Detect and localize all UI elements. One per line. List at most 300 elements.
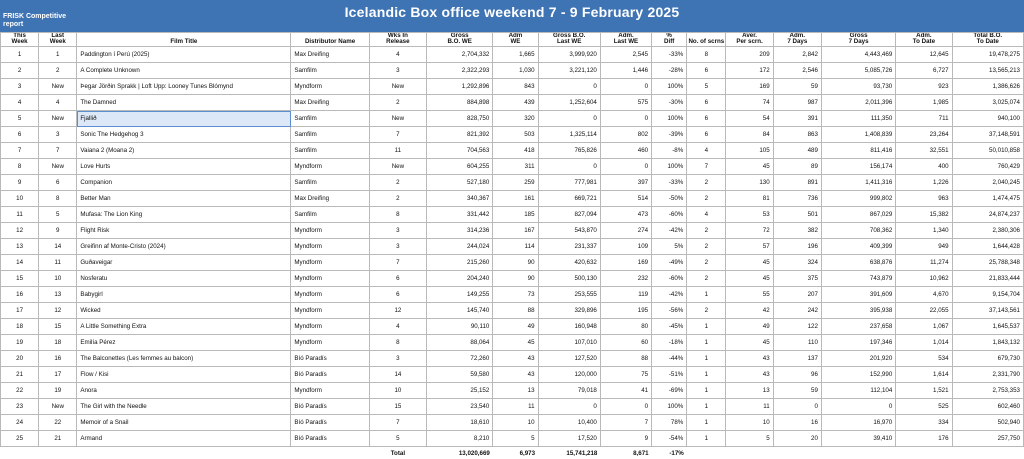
table-cell[interactable]: 45: [726, 159, 773, 175]
table-cell[interactable]: 105: [726, 143, 773, 159]
table-cell[interactable]: 32,551: [896, 143, 952, 159]
table-cell[interactable]: 6: [39, 175, 77, 191]
table-cell[interactable]: 502,940: [952, 415, 1023, 431]
table-cell[interactable]: 2: [369, 95, 426, 111]
table-cell[interactable]: 2,011,396: [821, 95, 895, 111]
table-cell[interactable]: 16: [39, 351, 77, 367]
table-cell[interactable]: 23,264: [896, 127, 952, 143]
table-cell[interactable]: 17,520: [538, 431, 600, 447]
table-cell[interactable]: 169: [600, 255, 651, 271]
table-cell[interactable]: 185: [493, 207, 538, 223]
table-cell[interactable]: New: [369, 79, 426, 95]
table-cell[interactable]: 55: [726, 287, 773, 303]
table-cell[interactable]: New: [39, 159, 77, 175]
table-cell[interactable]: 16: [1, 287, 39, 303]
table-cell[interactable]: Bíó Paradís: [291, 399, 369, 415]
table-cell[interactable]: 8: [39, 191, 77, 207]
film-title-cell[interactable]: Sonic The Hedgehog 3: [77, 127, 291, 143]
table-cell[interactable]: 45: [493, 335, 538, 351]
table-cell[interactable]: 161: [493, 191, 538, 207]
table-cell[interactable]: 60: [600, 335, 651, 351]
table-cell[interactable]: 114: [493, 239, 538, 255]
table-cell[interactable]: 21: [39, 431, 77, 447]
table-cell[interactable]: 543,870: [538, 223, 600, 239]
table-cell[interactable]: -33%: [652, 175, 687, 191]
table-cell[interactable]: 602,460: [952, 399, 1023, 415]
table-cell[interactable]: 1,014: [896, 335, 952, 351]
table-cell[interactable]: 638,876: [821, 255, 895, 271]
table-cell[interactable]: 1,325,114: [538, 127, 600, 143]
table-cell[interactable]: 41: [600, 383, 651, 399]
table-cell[interactable]: 760,429: [952, 159, 1023, 175]
table-cell[interactable]: 242: [773, 303, 821, 319]
column-header[interactable]: [1, 33, 39, 47]
table-cell[interactable]: 8: [369, 335, 426, 351]
table-cell[interactable]: 100%: [652, 79, 687, 95]
table-cell[interactable]: 743,879: [821, 271, 895, 287]
column-header[interactable]: [726, 33, 773, 47]
table-cell[interactable]: 43: [726, 367, 773, 383]
table-cell[interactable]: 109: [600, 239, 651, 255]
table-cell[interactable]: Max Dreifing: [291, 47, 369, 63]
table-cell[interactable]: 1: [687, 287, 726, 303]
table-cell[interactable]: 145,740: [427, 303, 493, 319]
table-cell[interactable]: 12: [369, 303, 426, 319]
table-cell[interactable]: 53: [726, 207, 773, 223]
table-cell[interactable]: 10: [39, 271, 77, 287]
table-cell[interactable]: 79,018: [538, 383, 600, 399]
table-cell[interactable]: 19: [1, 335, 39, 351]
table-cell[interactable]: 43: [493, 367, 538, 383]
table-cell[interactable]: 201,920: [821, 351, 895, 367]
table-cell[interactable]: -30%: [652, 95, 687, 111]
film-title-cell[interactable]: The Girl with the Needle: [77, 399, 291, 415]
table-cell[interactable]: 90: [493, 255, 538, 271]
column-header[interactable]: [687, 33, 726, 47]
table-cell[interactable]: 0: [600, 399, 651, 415]
table-cell[interactable]: 45: [726, 335, 773, 351]
table-cell[interactable]: 0: [600, 79, 651, 95]
table-cell[interactable]: Bíó Paradís: [291, 431, 369, 447]
film-title-cell[interactable]: Babygirl: [77, 287, 291, 303]
table-cell[interactable]: 195: [600, 303, 651, 319]
table-cell[interactable]: 1: [687, 431, 726, 447]
table-cell[interactable]: 2,546: [773, 63, 821, 79]
table-cell[interactable]: 2: [1, 63, 39, 79]
table-cell[interactable]: 527,180: [427, 175, 493, 191]
table-cell[interactable]: 669,721: [538, 191, 600, 207]
table-cell[interactable]: 9: [39, 223, 77, 239]
table-cell[interactable]: 1,030: [493, 63, 538, 79]
table-cell[interactable]: 88,064: [427, 335, 493, 351]
table-cell[interactable]: 500,130: [538, 271, 600, 287]
table-cell[interactable]: 1,292,896: [427, 79, 493, 95]
table-cell[interactable]: 232: [600, 271, 651, 287]
table-cell[interactable]: -8%: [652, 143, 687, 159]
table-cell[interactable]: Myndform: [291, 319, 369, 335]
table-cell[interactable]: 9: [600, 431, 651, 447]
table-cell[interactable]: 78%: [652, 415, 687, 431]
table-cell[interactable]: 5%: [652, 239, 687, 255]
column-header[interactable]: [952, 33, 1023, 47]
table-cell[interactable]: 1,446: [600, 63, 651, 79]
table-cell[interactable]: 2: [687, 255, 726, 271]
film-title-cell[interactable]: Mufasa: The Lion King: [77, 207, 291, 223]
table-cell[interactable]: 49: [726, 319, 773, 335]
table-cell[interactable]: 22: [39, 415, 77, 431]
table-cell[interactable]: 765,826: [538, 143, 600, 159]
film-title-cell[interactable]: Memoir of a Snail: [77, 415, 291, 431]
table-cell[interactable]: New: [39, 111, 77, 127]
table-cell[interactable]: 418: [493, 143, 538, 159]
table-cell[interactable]: 1,408,839: [821, 127, 895, 143]
table-cell[interactable]: 84: [726, 127, 773, 143]
table-cell[interactable]: Samfilm: [291, 175, 369, 191]
table-cell[interactable]: 534: [896, 351, 952, 367]
table-cell[interactable]: 7: [369, 127, 426, 143]
table-cell[interactable]: 81: [726, 191, 773, 207]
table-cell[interactable]: 16: [773, 415, 821, 431]
table-cell[interactable]: 107,010: [538, 335, 600, 351]
table-cell[interactable]: 3,999,920: [538, 47, 600, 63]
table-cell[interactable]: 197,346: [821, 335, 895, 351]
column-header[interactable]: [773, 33, 821, 47]
table-cell[interactable]: 3,025,074: [952, 95, 1023, 111]
table-cell[interactable]: Samfilm: [291, 127, 369, 143]
table-cell[interactable]: 1,521: [896, 383, 952, 399]
table-cell[interactable]: 8,210: [427, 431, 493, 447]
table-cell[interactable]: Samfilm: [291, 111, 369, 127]
table-cell[interactable]: 6: [369, 271, 426, 287]
table-cell[interactable]: 3: [369, 239, 426, 255]
table-cell[interactable]: 42: [726, 303, 773, 319]
table-cell[interactable]: 5,085,726: [821, 63, 895, 79]
table-cell[interactable]: 884,898: [427, 95, 493, 111]
table-cell[interactable]: New: [369, 159, 426, 175]
table-cell[interactable]: 324: [773, 255, 821, 271]
table-cell[interactable]: 45: [726, 271, 773, 287]
table-cell[interactable]: 525: [896, 399, 952, 415]
table-cell[interactable]: 1: [687, 399, 726, 415]
table-cell[interactable]: 39,410: [821, 431, 895, 447]
table-cell[interactable]: 25,152: [427, 383, 493, 399]
table-cell[interactable]: 2,704,332: [427, 47, 493, 63]
film-title-cell[interactable]: Anora: [77, 383, 291, 399]
table-cell[interactable]: 400: [896, 159, 952, 175]
table-cell[interactable]: 391: [773, 111, 821, 127]
table-cell[interactable]: 2,331,790: [952, 367, 1023, 383]
column-header[interactable]: [427, 33, 493, 47]
table-cell[interactable]: 863: [773, 127, 821, 143]
table-cell[interactable]: 176: [896, 431, 952, 447]
table-cell[interactable]: New: [369, 111, 426, 127]
table-cell[interactable]: 311: [493, 159, 538, 175]
table-cell[interactable]: 23: [1, 399, 39, 415]
table-cell[interactable]: -60%: [652, 271, 687, 287]
table-cell[interactable]: 1,985: [896, 95, 952, 111]
table-cell[interactable]: 514: [600, 191, 651, 207]
table-cell[interactable]: 397: [600, 175, 651, 191]
table-cell[interactable]: 10,962: [896, 271, 952, 287]
table-cell[interactable]: 0: [600, 111, 651, 127]
table-cell[interactable]: 5: [687, 79, 726, 95]
table-cell[interactable]: Samfilm: [291, 63, 369, 79]
table-cell[interactable]: 503: [493, 127, 538, 143]
table-cell[interactable]: 17: [39, 367, 77, 383]
table-cell[interactable]: 2: [687, 303, 726, 319]
table-cell[interactable]: -69%: [652, 383, 687, 399]
table-cell[interactable]: 4: [369, 319, 426, 335]
table-cell[interactable]: 215,260: [427, 255, 493, 271]
table-cell[interactable]: 1: [687, 383, 726, 399]
table-cell[interactable]: 11,274: [896, 255, 952, 271]
table-cell[interactable]: 409,399: [821, 239, 895, 255]
table-cell[interactable]: 10: [493, 415, 538, 431]
table-cell[interactable]: Myndform: [291, 239, 369, 255]
table-cell[interactable]: -56%: [652, 303, 687, 319]
table-cell[interactable]: 9: [1, 175, 39, 191]
film-title-cell[interactable]: Þegar Jörðin Sprakk | Loft Upp: Looney Tunes Blómynd: [77, 79, 291, 95]
table-cell[interactable]: 207: [773, 287, 821, 303]
table-cell[interactable]: -33%: [652, 47, 687, 63]
table-cell[interactable]: 329,896: [538, 303, 600, 319]
table-cell[interactable]: 1: [687, 335, 726, 351]
film-title-cell[interactable]: Wicked: [77, 303, 291, 319]
table-cell[interactable]: 940,100: [952, 111, 1023, 127]
table-cell[interactable]: 1: [687, 415, 726, 431]
table-cell[interactable]: 2: [39, 63, 77, 79]
film-title-cell[interactable]: A Little Something Extra: [77, 319, 291, 335]
table-cell[interactable]: 2: [687, 223, 726, 239]
table-cell[interactable]: 96: [773, 367, 821, 383]
table-cell[interactable]: Myndform: [291, 255, 369, 271]
table-cell[interactable]: 5: [39, 207, 77, 223]
table-cell[interactable]: 1,614: [896, 367, 952, 383]
table-cell[interactable]: 736: [773, 191, 821, 207]
film-title-cell[interactable]: Vaiana 2 (Moana 2): [77, 143, 291, 159]
table-cell[interactable]: 8: [369, 207, 426, 223]
film-title-cell[interactable]: The Damned: [77, 95, 291, 111]
table-cell[interactable]: 43: [493, 351, 538, 367]
table-cell[interactable]: Bíó Paradís: [291, 367, 369, 383]
table-cell[interactable]: 5: [1, 111, 39, 127]
table-cell[interactable]: 169: [726, 79, 773, 95]
table-cell[interactable]: 14: [369, 367, 426, 383]
table-cell[interactable]: 604,255: [427, 159, 493, 175]
table-cell[interactable]: 340,367: [427, 191, 493, 207]
table-cell[interactable]: 172: [726, 63, 773, 79]
table-cell[interactable]: -42%: [652, 223, 687, 239]
film-title-cell[interactable]: A Complete Unknown: [77, 63, 291, 79]
table-cell[interactable]: 22: [1, 383, 39, 399]
table-cell[interactable]: 2,322,293: [427, 63, 493, 79]
table-cell[interactable]: 122: [773, 319, 821, 335]
table-cell[interactable]: 253,555: [538, 287, 600, 303]
table-cell[interactable]: 1,340: [896, 223, 952, 239]
table-cell[interactable]: 10: [369, 383, 426, 399]
table-cell[interactable]: 22,055: [896, 303, 952, 319]
table-cell[interactable]: 0: [600, 159, 651, 175]
table-cell[interactable]: 43: [726, 351, 773, 367]
column-header[interactable]: [652, 33, 687, 47]
table-cell[interactable]: 88: [600, 351, 651, 367]
table-cell[interactable]: 334: [896, 415, 952, 431]
table-cell[interactable]: 80: [600, 319, 651, 335]
table-cell[interactable]: 11: [1, 207, 39, 223]
table-cell[interactable]: 167: [493, 223, 538, 239]
table-cell[interactable]: 2: [687, 191, 726, 207]
table-cell[interactable]: 1: [687, 319, 726, 335]
table-cell[interactable]: 2,842: [773, 47, 821, 63]
table-cell[interactable]: 923: [896, 79, 952, 95]
table-cell[interactable]: Myndform: [291, 287, 369, 303]
table-cell[interactable]: 19,478,275: [952, 47, 1023, 63]
table-cell[interactable]: 1,252,604: [538, 95, 600, 111]
table-cell[interactable]: 501: [773, 207, 821, 223]
table-cell[interactable]: 6: [687, 111, 726, 127]
table-cell[interactable]: Bíó Paradís: [291, 415, 369, 431]
table-cell[interactable]: 73: [493, 287, 538, 303]
table-cell[interactable]: 45: [726, 255, 773, 271]
table-cell[interactable]: 50,010,858: [952, 143, 1023, 159]
table-cell[interactable]: 2: [687, 239, 726, 255]
table-cell[interactable]: 2,380,306: [952, 223, 1023, 239]
table-cell[interactable]: 90: [493, 271, 538, 287]
table-cell[interactable]: 802: [600, 127, 651, 143]
table-cell[interactable]: 14: [39, 239, 77, 255]
table-cell[interactable]: Myndform: [291, 159, 369, 175]
table-cell[interactable]: 460: [600, 143, 651, 159]
table-cell[interactable]: 2: [687, 271, 726, 287]
film-title-cell[interactable]: The Balconettes (Les femmes au balcon): [77, 351, 291, 367]
table-cell[interactable]: 7: [687, 159, 726, 175]
film-title-cell[interactable]: Love Hurts: [77, 159, 291, 175]
table-cell[interactable]: Bíó Paradís: [291, 351, 369, 367]
table-cell[interactable]: 391,609: [821, 287, 895, 303]
column-header[interactable]: [369, 33, 426, 47]
table-cell[interactable]: 137: [773, 351, 821, 367]
table-cell[interactable]: 13: [726, 383, 773, 399]
table-cell[interactable]: 23,540: [427, 399, 493, 415]
table-cell[interactable]: 2: [687, 175, 726, 191]
table-cell[interactable]: 10,400: [538, 415, 600, 431]
table-cell[interactable]: 89: [773, 159, 821, 175]
table-cell[interactable]: 17: [1, 303, 39, 319]
table-cell[interactable]: 72: [726, 223, 773, 239]
table-cell[interactable]: 59: [773, 383, 821, 399]
table-cell[interactable]: 708,362: [821, 223, 895, 239]
table-cell[interactable]: 120,000: [538, 367, 600, 383]
table-cell[interactable]: 821,392: [427, 127, 493, 143]
table-cell[interactable]: Myndform: [291, 303, 369, 319]
table-cell[interactable]: 10: [1, 191, 39, 207]
table-cell[interactable]: 24,874,237: [952, 207, 1023, 223]
table-cell[interactable]: 1,474,475: [952, 191, 1023, 207]
column-header[interactable]: [77, 33, 291, 47]
table-cell[interactable]: 74: [726, 95, 773, 111]
table-cell[interactable]: 314,236: [427, 223, 493, 239]
table-cell[interactable]: 828,750: [427, 111, 493, 127]
table-cell[interactable]: 156,174: [821, 159, 895, 175]
table-cell[interactable]: 0: [538, 399, 600, 415]
table-cell[interactable]: 6: [687, 127, 726, 143]
table-cell[interactable]: 6,727: [896, 63, 952, 79]
table-cell[interactable]: 3: [39, 127, 77, 143]
table-cell[interactable]: 1,067: [896, 319, 952, 335]
column-header[interactable]: [493, 33, 538, 47]
table-cell[interactable]: 420,632: [538, 255, 600, 271]
table-cell[interactable]: 382: [773, 223, 821, 239]
table-cell[interactable]: 37,148,591: [952, 127, 1023, 143]
table-cell[interactable]: 1,411,316: [821, 175, 895, 191]
table-cell[interactable]: 1: [39, 47, 77, 63]
table-cell[interactable]: 987: [773, 95, 821, 111]
table-cell[interactable]: 0: [821, 399, 895, 415]
table-cell[interactable]: 331,442: [427, 207, 493, 223]
table-cell[interactable]: Max Dreifing: [291, 95, 369, 111]
table-cell[interactable]: Samfilm: [291, 143, 369, 159]
column-header[interactable]: [538, 33, 600, 47]
table-cell[interactable]: 3: [1, 79, 39, 95]
table-cell[interactable]: 111,350: [821, 111, 895, 127]
table-cell[interactable]: 196: [773, 239, 821, 255]
table-cell[interactable]: 4: [687, 143, 726, 159]
film-title-cell[interactable]: Paddington í Perú (2025): [77, 47, 291, 63]
table-cell[interactable]: 4,670: [896, 287, 952, 303]
table-cell[interactable]: 127,520: [538, 351, 600, 367]
table-cell[interactable]: 88: [493, 303, 538, 319]
table-cell[interactable]: 4: [1, 95, 39, 111]
table-cell[interactable]: Myndform: [291, 383, 369, 399]
table-cell[interactable]: 8: [687, 47, 726, 63]
table-cell[interactable]: 1,665: [493, 47, 538, 63]
column-header[interactable]: [821, 33, 895, 47]
table-cell[interactable]: 0: [773, 399, 821, 415]
column-header[interactable]: [291, 33, 369, 47]
table-cell[interactable]: -49%: [652, 255, 687, 271]
table-cell[interactable]: 14: [1, 255, 39, 271]
table-cell[interactable]: New: [39, 399, 77, 415]
table-cell[interactable]: 75: [600, 367, 651, 383]
table-cell[interactable]: 1,226: [896, 175, 952, 191]
table-cell[interactable]: 57: [726, 239, 773, 255]
table-cell[interactable]: -28%: [652, 63, 687, 79]
table-cell[interactable]: 5: [493, 431, 538, 447]
table-cell[interactable]: 100%: [652, 159, 687, 175]
table-cell[interactable]: 439: [493, 95, 538, 111]
table-cell[interactable]: 7: [369, 255, 426, 271]
table-cell[interactable]: 274: [600, 223, 651, 239]
table-cell[interactable]: 375: [773, 271, 821, 287]
table-cell[interactable]: 4: [687, 207, 726, 223]
table-cell[interactable]: 20: [1, 351, 39, 367]
table-cell[interactable]: 13: [493, 383, 538, 399]
table-cell[interactable]: 2,753,353: [952, 383, 1023, 399]
table-cell[interactable]: 0: [538, 111, 600, 127]
table-cell[interactable]: 12,645: [896, 47, 952, 63]
column-header[interactable]: [896, 33, 952, 47]
table-cell[interactable]: 59: [773, 79, 821, 95]
film-title-cell[interactable]: Guðaveigar: [77, 255, 291, 271]
table-cell[interactable]: 395,938: [821, 303, 895, 319]
table-cell[interactable]: 110: [773, 335, 821, 351]
table-cell[interactable]: 843: [493, 79, 538, 95]
table-cell[interactable]: 3: [369, 351, 426, 367]
table-cell[interactable]: 1: [687, 367, 726, 383]
table-cell[interactable]: 4: [369, 47, 426, 63]
table-cell[interactable]: 149,255: [427, 287, 493, 303]
table-cell[interactable]: 11: [369, 143, 426, 159]
